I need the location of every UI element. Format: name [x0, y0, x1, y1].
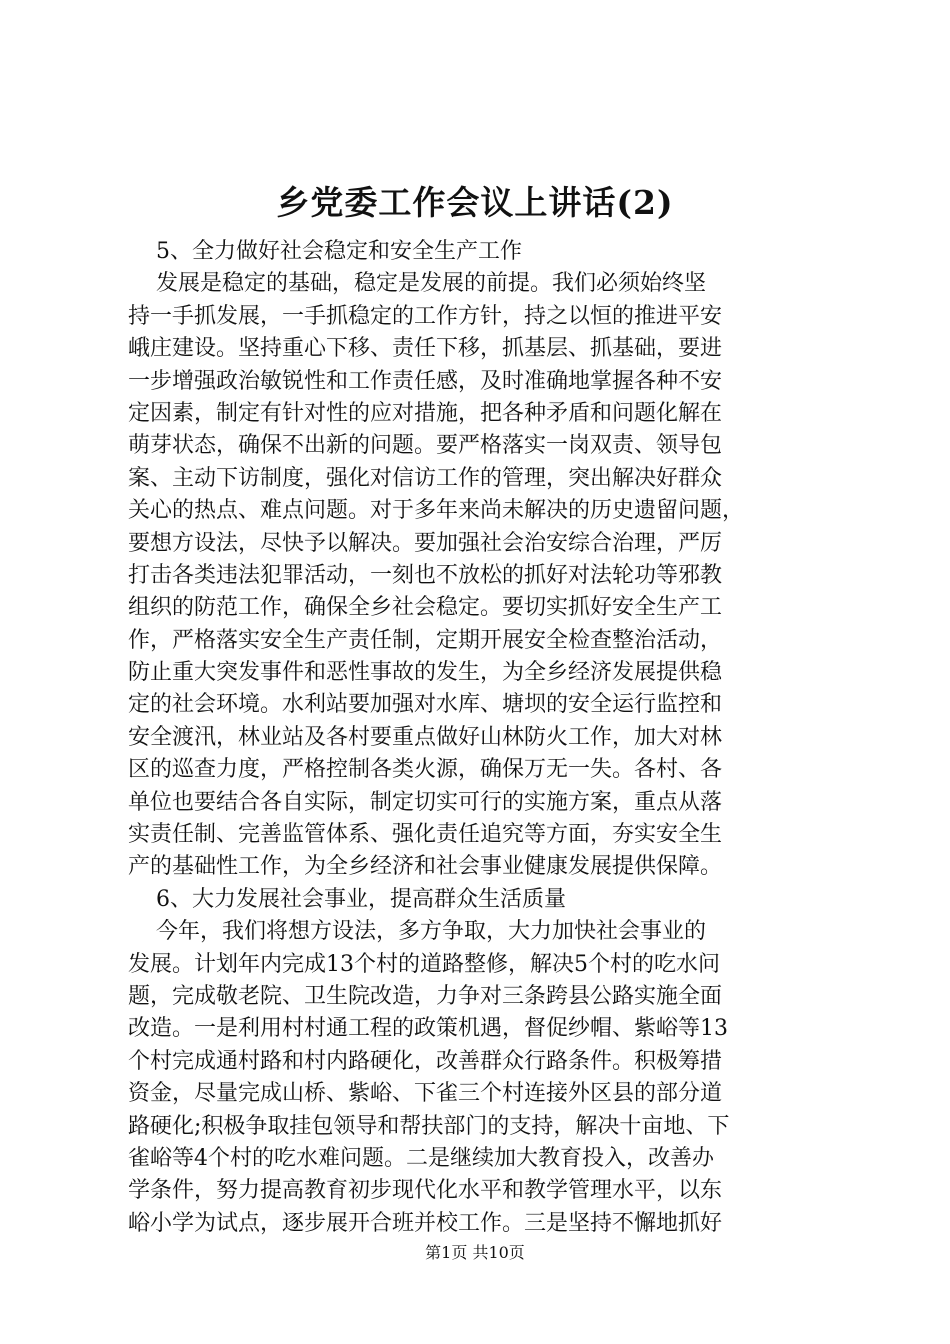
text-line: 资金，尽量完成山桥、紫峪、下雀三个村连接外区县的部分道: [128, 1081, 723, 1107]
document-title: 乡党委工作会议上讲话(2): [276, 183, 674, 222]
text-line: 关心的热点、难点问题。对于多年来尚未解决的历史遗留问题，: [128, 498, 745, 524]
text-line: 个村完成通村路和村内路硬化，改善群众行路条件。积极筹措: [128, 1048, 723, 1074]
text-line: 一步增强政治敏锐性和工作责任感，及时准确地掌握各种不安: [128, 368, 723, 394]
text-line: 打击各类违法犯罪活动，一刻也不放松的抓好对法轮功等邪教: [128, 562, 723, 588]
text-line: 单位也要结合各自实际，制定切实可行的实施方案，重点从落: [128, 789, 723, 815]
text-line: 题，完成敬老院、卫生院改造，力争对三条跨县公路实施全面: [128, 983, 723, 1009]
text-line: 6、大力发展社会事业，提高群众生活质量: [128, 886, 566, 912]
page-footer: 第1页 共10页: [425, 1243, 525, 1262]
text-line: 实责任制、完善监管体系、强化责任追究等方面，夯实安全生: [128, 822, 723, 848]
text-line: 今年，我们将想方设法，多方争取，大力加快社会事业的: [128, 919, 706, 945]
text-line: 发展是稳定的基础，稳定是发展的前提。我们必须始终坚: [128, 271, 706, 297]
text-line: 萌芽状态，确保不出新的问题。要严格落实一岗双责、领导包: [128, 433, 723, 459]
text-line: 安全渡汛，林业站及各村要重点做好山林防火工作，加大对林: [128, 724, 723, 750]
text-line: 组织的防范工作，确保全乡社会稳定。要切实抓好安全生产工: [128, 595, 723, 621]
text-line: 案、主动下访制度，强化对信访工作的管理，突出解决好群众: [128, 465, 723, 491]
text-line: 发展。计划年内完成13个村的道路整修，解决5个村的吃水问: [128, 951, 720, 977]
text-line: 峪小学为试点，逐步展开合班并校工作。三是坚持不懈地抓好: [128, 1210, 723, 1236]
text-line: 防止重大突发事件和恶性事故的发生，为全乡经济发展提供稳: [128, 660, 723, 686]
text-line: 定因素，制定有针对性的应对措施，把各种矛盾和问题化解在: [128, 400, 723, 426]
text-line: 峨庄建设。坚持重心下移、责任下移，抓基层、抓基础，要进: [128, 336, 723, 362]
text-line: 区的巡查力度，严格控制各类火源，确保万无一失。各村、各: [128, 757, 723, 783]
text-line: 雀峪等4个村的吃水难问题。二是继续加大教育投入，改善办: [128, 1145, 714, 1171]
text-line: 学条件，努力提高教育初步现代化水平和教学管理水平，以东: [128, 1178, 723, 1204]
text-line: 5、全力做好社会稳定和安全生产工作: [128, 239, 522, 264]
text-line: 产的基础性工作，为全乡经济和社会事业健康发展提供保障。: [128, 854, 723, 880]
text-line: 作，严格落实安全生产责任制，定期开展安全检查整治活动，: [128, 627, 723, 653]
text-line: 路硬化;积极争取挂包领导和帮扶部门的支持，解决十亩地、下: [128, 1113, 730, 1139]
text-line: 要想方设法，尽快予以解决。要加强社会治安综合治理，严厉: [128, 530, 723, 556]
text-line: 改造。一是利用村村通工程的政策机遇，督促纱帽、紫峪等13: [128, 1016, 728, 1042]
document-body: [128, 236, 828, 1240]
text-line: 持一手抓发展，一手抓稳定的工作方针，持之以恒的推进平安: [128, 303, 723, 329]
text-line: 定的社会环境。水利站要加强对水库、塘坝的安全运行监控和: [128, 692, 723, 718]
